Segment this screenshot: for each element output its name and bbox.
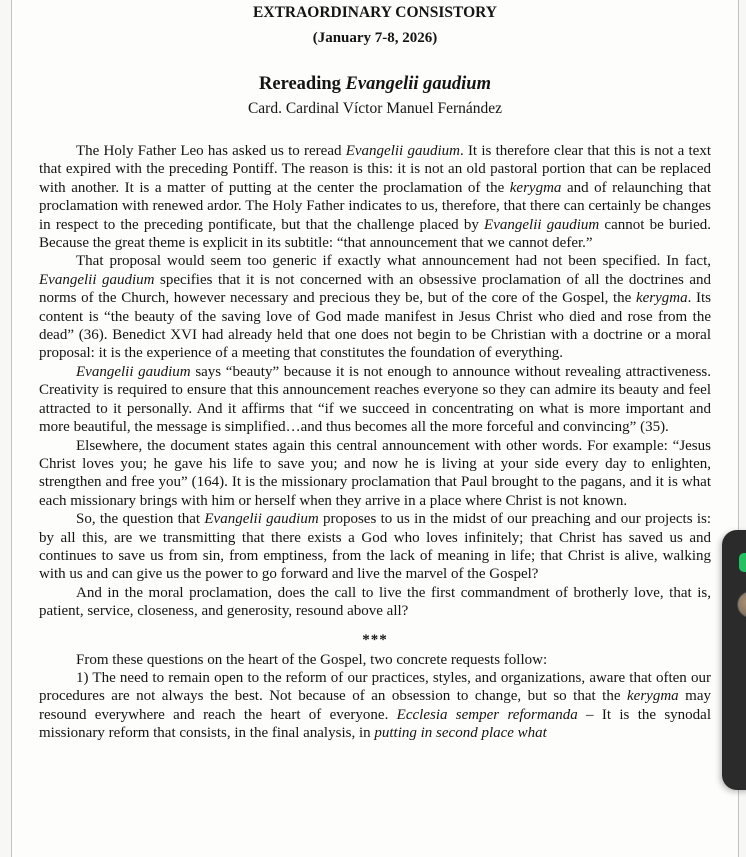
paragraph xyxy=(39,437,711,511)
italic-text-run: Evangelii gaudium xyxy=(39,271,155,288)
text-run: Rereading xyxy=(259,74,346,94)
text-run: From these questions on the heart of the Gospel, two concrete requests follow: xyxy=(76,651,548,668)
paragraph xyxy=(39,584,711,621)
page-title xyxy=(39,73,711,96)
section-separator: *** xyxy=(362,631,388,648)
paragraph xyxy=(39,142,711,252)
italic-text-run: putting in second place what xyxy=(374,725,547,742)
italic-text-run: kerygma xyxy=(509,179,562,196)
paragraph xyxy=(39,363,711,437)
paragraph xyxy=(39,252,711,362)
text-run: says “beauty” because it is not enough to announce without revealing attractiveness. Creativity is required to ensure that this announcement reaches everyone so they can admire its beauty and feel attracted to it personally. And it affirms that “if we succeed in concentrating on what is more important and more beautiful, the message is simplified…and thus becomes all the more forceful and convincing” (35). xyxy=(39,363,712,436)
green-app-icon[interactable] xyxy=(739,553,746,572)
text-run: And in the moral proclamation, does the call to live the first commandment of brotherly love, that is, patient, service, closeness, and generosity, resound above all? xyxy=(39,584,711,620)
text-run: The Holy Father Leo has asked us to reread xyxy=(76,143,346,159)
document-content xyxy=(12,0,738,743)
italic-text-run: Evangelii gaudium xyxy=(345,143,460,159)
italic-text-run: kerygma xyxy=(635,290,688,307)
italic-text-run: Evangelii gaudium xyxy=(204,511,319,528)
text-run: proposes to us in the midst of our preaching and our projects is: by all this, are we transmitting that there exists a God who loves infinitely; that Christ has saved us and continues to save us from sin, from emptiness, from the lack of meaning in life; that Christ is alive, walking with us and can give us the power to go forward and live the marvel of the Gospel? xyxy=(39,511,711,583)
text-run: specifies that it is not concerned with an obsessive proclamation of all the doctrines and norms of the Church, however necessary and precious they be, but of the core of the Gospel, the xyxy=(39,271,711,307)
italic-text-run: kerygma xyxy=(627,688,679,705)
text-run: That proposal would seem too generic if exactly what announcement had not been specified. In fact, xyxy=(76,253,711,270)
text-run: So, the question that xyxy=(76,511,205,528)
avatar-icon[interactable] xyxy=(737,591,746,618)
italic-text-run: Evangelii gaudium xyxy=(76,363,191,380)
consistory-title: EXTRAORDINARY CONSISTORY xyxy=(253,4,497,21)
text-run: 1) The need to remain open to the reform of our practices, styles, and organizations, aware that often our procedures are not always the best. Not because of an obsession to change, but so that the xyxy=(39,669,711,705)
text-run: Elsewhere, the document states again this central announcement with other words. For example: “Jesus Christ loves you; he gave his life to save you; and now he is living at your side every day to enlighten, strengthen and free you” (164). It is the missionary proclamation that Paul brought to the pagans, and it is what each missionary brings with him or herself when they arrive in a place where Christ is not known. xyxy=(39,437,711,509)
paragraph xyxy=(39,510,711,584)
italic-text-run: Evangelii gaudium xyxy=(345,74,491,94)
text-run: . Its content is “the beauty of the saving love of God made manifest in Jesus Christ who died and rose from the dead” (36). Benedict XVI had already held that one does not begin to be Christian with a doctrine or a moral proposal: it is the experience of a meeting that constitutes the foundation of everything. xyxy=(39,290,711,362)
italic-text-run: Ecclesia semper reformanda xyxy=(396,706,578,723)
consistory-date: (January 7-8, 2026) xyxy=(312,30,438,46)
text-run: . It is therefore clear that this is not a text that expired with the preceding Pontiff. The reason is this: it is not an old pastoral portion that can be replaced with another. It is a matter of putting at the center the proclamation of the xyxy=(39,143,712,196)
floating-extension-toolbar[interactable] xyxy=(722,530,746,790)
text-run: and of relaunching that proclamation with renewed ardor. The Holy Father indicates to us, therefore, that there can certainly be changes in respect to the preceding pontificate, but that the challenge placed by xyxy=(39,179,711,233)
paragraph xyxy=(39,651,711,669)
text-run: – It is the synodal missionary reform that consists, in the final analysis, in xyxy=(39,706,711,742)
document-page xyxy=(11,0,739,857)
italic-text-run: Evangelii gaudium xyxy=(484,216,600,233)
author-line: Card. Cardinal Víctor Manuel Fernández xyxy=(247,100,503,117)
text-run: may resound everywhere and reach the heart of everyone. xyxy=(39,688,712,723)
paragraph xyxy=(39,669,711,743)
text-run: cannot be buried. Because the great theme is explicit in its subtitle: “that announcement that we cannot defer.” xyxy=(39,216,712,252)
document-paragraphs xyxy=(39,142,711,743)
